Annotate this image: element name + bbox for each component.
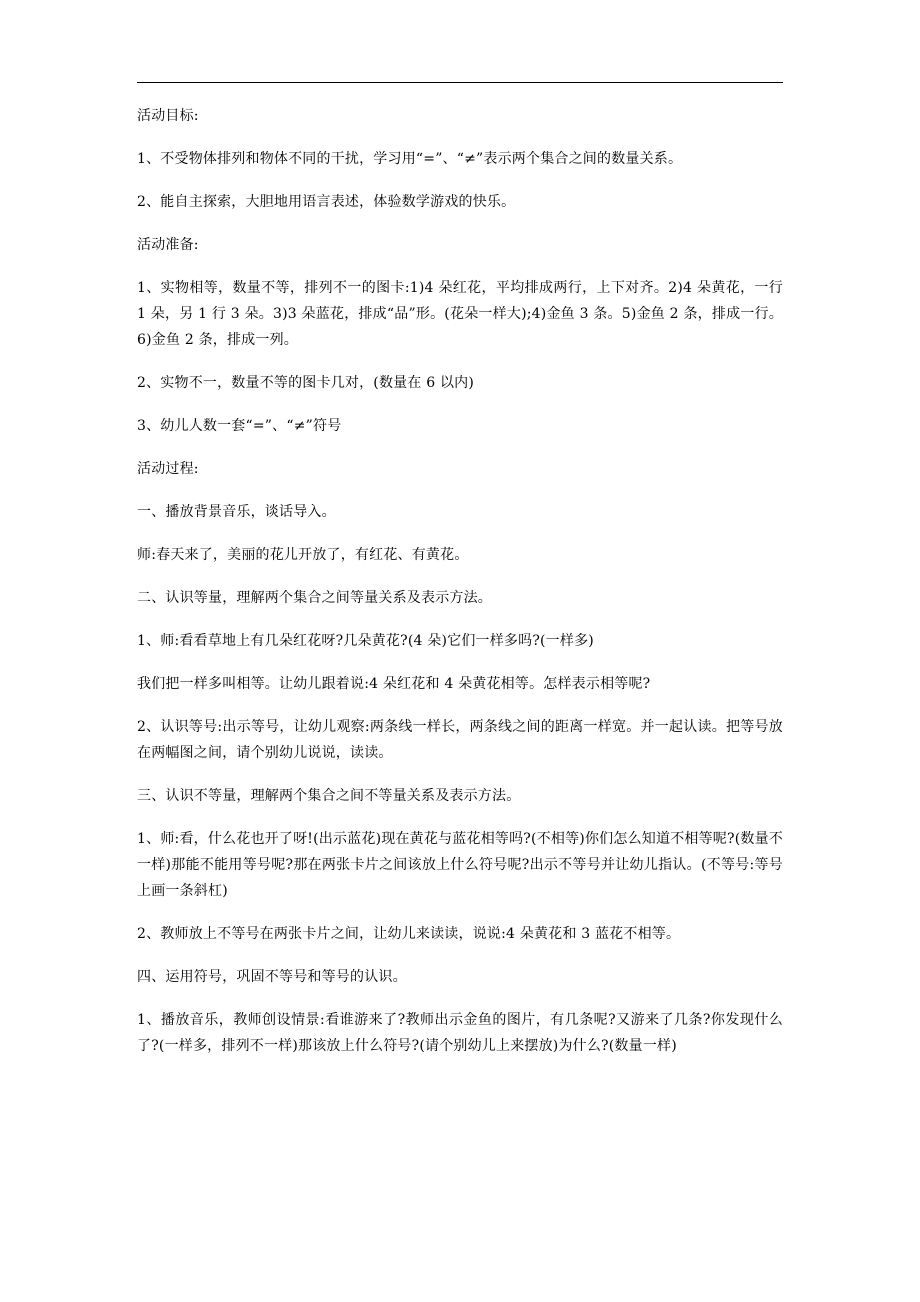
document-body xyxy=(137,103,783,1076)
process-section-3: 三、认识不等量，理解两个集合之间不等量关系及表示方法。 xyxy=(137,788,521,804)
process-section-4: 四、运用符号，巩固不等号和等号的认识。 xyxy=(137,969,407,985)
process-section-1: 一、播放背景音乐，谈话导入。 xyxy=(137,504,336,520)
preparation-item-1: 1、实物相等，数量不等，排列不一的图卡:1)4 朵红花，平均排成两行，上下对齐。2)4 朵黄花，一行 1 朵，另 1 行 3 朵。3)3 朵蓝花，排成“品”形。(花朵一样大);4)金鱼 3 条。5)金鱼 2 条，排成一行。6)金鱼 2 条，排成一列。 xyxy=(137,280,783,348)
heading-activity-process: 活动过程: xyxy=(137,461,199,477)
process-paragraph: 1、师:看看草地上有几朵红花呀?几朵黄花?(4 朵)它们一样多吗?(一样多) xyxy=(137,633,594,649)
process-paragraph: 我们把一样多叫相等。让幼儿跟着说:4 朵红花和 4 朵黄花相等。怎样表示相等呢? xyxy=(137,676,651,692)
process-paragraph: 2、教师放上不等号在两张卡片之间，让幼儿来读读，说说:4 朵黄花和 3 蓝花不相等。 xyxy=(137,926,681,942)
goal-item-2: 2、能自主探索，大胆地用语言表述，体验数学游戏的快乐。 xyxy=(137,194,516,210)
header-rule xyxy=(137,82,783,83)
process-paragraph: 1、播放音乐，教师创设情景:看谁游来了?教师出示金鱼的图片，有几条呢?又游来了几条?你发现什么了?(一样多，排列不一样)那该放上什么符号?(请个别幼儿上来摆放)为什么?(数量一样) xyxy=(137,1012,783,1054)
heading-activity-goals: 活动目标: xyxy=(137,108,199,124)
preparation-item-3: 3、幼儿人数一套“=”、“≠”符号 xyxy=(137,418,342,434)
process-paragraph: 师:春天来了，美丽的花儿开放了，有红花、有黄花。 xyxy=(137,547,469,563)
heading-activity-preparation: 活动准备: xyxy=(137,237,199,253)
preparation-item-2: 2、实物不一，数量不等的图卡几对，(数量在 6 以内) xyxy=(137,375,475,391)
process-paragraph: 1、师:看，什么花也开了呀!(出示蓝花)现在黄花与蓝花相等吗?(不相等)你们怎么知道不相等呢?(数量不一样)那能不能用等号呢?那在两张卡片之间该放上什么符号呢?出示不等号并让幼儿指认。(不等号:等号上画一条斜杠) xyxy=(137,831,783,899)
process-paragraph: 2、认识等号:出示等号，让幼儿观察:两条线一样长，两条线之间的距离一样宽。并一起认读。把等号放在两幅图之间，请个别幼儿说说，读读。 xyxy=(137,719,783,761)
process-section-2: 二、认识等量，理解两个集合之间等量关系及表示方法。 xyxy=(137,590,492,606)
goal-item-1: 1、不受物体排列和物体不同的干扰，学习用“=”、“≠”表示两个集合之间的数量关系。 xyxy=(137,151,683,167)
